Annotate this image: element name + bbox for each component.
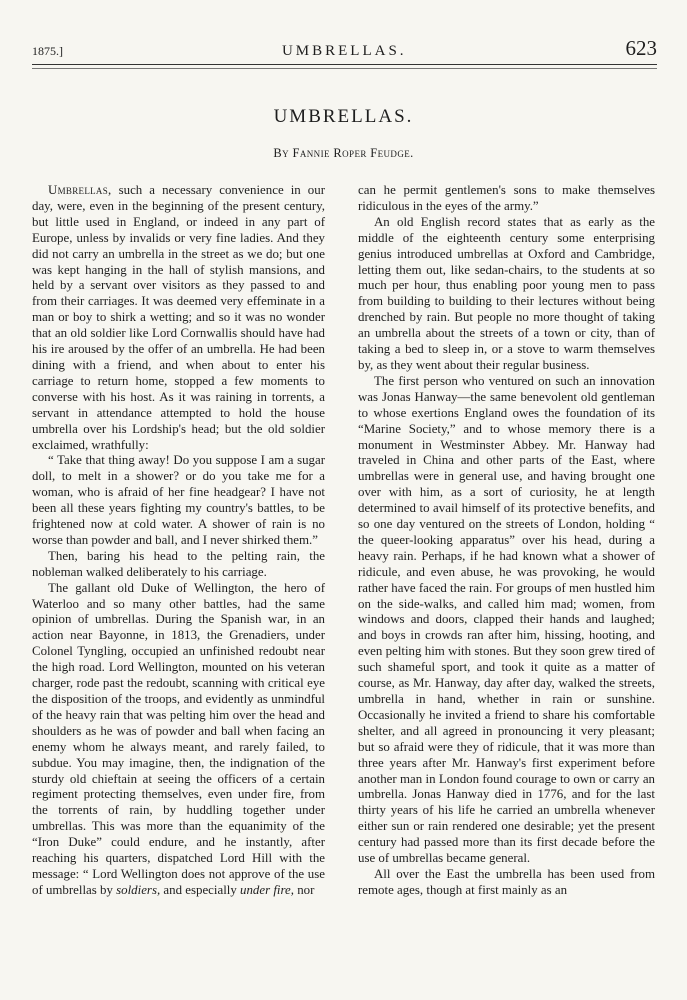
left-column	[32, 183, 325, 899]
paragraph	[32, 581, 325, 899]
page-number: 623	[625, 36, 657, 60]
paragraph: An old English record states that as early as the middle of the eighteenth century some enterprising genius introduced umbrellas at Oxford and Cambridge, letting them out, like sedan-chairs, to the students at so much per hour, thus enabling poor young men to pass from building to building to their lectures without being drenched by rain. But people no more thought of taking an umbrella about the streets of a town or city, than of taking a bed to sleep in, or a stove to warm themselves by, as they went about their regular business.	[358, 214, 655, 372]
emphasis-soldiers: soldiers,	[116, 882, 161, 897]
running-title: UMBRELLAS.	[281, 43, 407, 59]
paragraph	[32, 183, 325, 453]
article-title: UMBRELLAS.	[273, 106, 414, 127]
paragraph-text: The gallant old Duke of Wellington, the hero of Waterloo and so many other battles, had the same opinion of umbrellas. During the Spanish war, in an action near Bayonne, in 1813, the Grenadiers, under Colonel Tyngling, occupied an unfinished redoubt near the high road. Lord Wellington, mounted on his veteran charger, rode past the redoubt, scanning with critical eye the disposition of the troops, and evidently as unmindful of the heavy rain that was pelting him over the head and shoulders as he was of powder and ball when facing an enemy whom he always meant, and rarely failed, to subdue. You may imagine, then, the indignation of the sturdy old chieftain at seeing the officers of a certain regiment protecting themselves, even under fire, from the torrents of rain, by huddling together under umbrellas. This was more than the equanimity of the “Iron Duke” could endure, and he instantly, after reaching his quarters, dispatched Lord Hill with the message: “ Lord Wellington does not approve of the use of umbrellas by	[32, 580, 325, 897]
paragraph: All over the East the umbrella has been used from remote ages, though at first mainly as an	[358, 866, 655, 897]
header-rule-thin	[32, 68, 657, 69]
byline	[0, 146, 687, 161]
paragraph: “ Take that thing away! Do you suppose I am a sugar doll, to melt in a shower? or do you take me for a woman, who is afraid of her fine headgear? I have not been all these years fighting my country's battles, to be frightened now at cold water. A shower of rain is no worse than powder and ball, and I never shirked them.”	[32, 453, 325, 547]
emphasis-under-fire: under fire,	[240, 882, 294, 897]
issue-year: 1875.]	[32, 44, 63, 58]
lead-word: Umbrellas,	[48, 183, 112, 197]
paragraph: The first person who ventured on such an innovation was Jonas Hanway—the same benevolent old gentleman to whose exertions England owes the foundation of its “Marine Society,” and to whose memory there is a monument in Westminster Abbey. Mr. Hanway had traveled in China and other parts of the East, where umbrellas were in general use, and having brought one over with him, as a sort of curiosity, he at length determined to avail himself of its protective benefits, and so one day ventured on the streets of London, holding “ the queer-looking apparatus” over his head, during a heavy rain. Perhaps, if he had known what a shower of ridicule, and even abuse, he was provoking, he would rather have faced the rain. For groups of men hustled him on the side-walks, and called him mad; women, from windows and doors, clapped their hands and laughed; and boys in crowds ran after him, hissing, hooting, and even pelting him with stones. But they soon grew tired of such shameful sport, and took it quite as a matter of course, as Mr. Hanway, day after day, walked the streets, umbrella in hand, whether in rain or sunshine. Occasionally he invited a friend to share his comfortable shelter, and all agreed in pronouncing it very pleasant; but so afraid were they of ridicule, that it was more than three years after Mr. Hanway's first experiment before another man in London found courage to own or carry an umbrella. Jonas Hanway died in 1776, and for the last thirty years of his life he carried an umbrella whenever either sun or rain rendered one desirable; yet the present century had passed more than its first decade before the use of umbrellas became general.	[358, 373, 655, 866]
header-rule	[32, 64, 657, 65]
right-column	[358, 183, 655, 899]
paragraph-text: and especially	[160, 882, 241, 897]
paragraph: Then, baring his head to the pelting rain, the nobleman walked deliberately to his carriage.	[32, 548, 325, 579]
byline-by: By	[273, 146, 289, 160]
byline-author: Fannie Roper Feudge.	[292, 146, 414, 160]
paragraph-text: nor	[293, 882, 315, 897]
paragraph-text: such a necessary convenience in our day, were, even in the beginning of the present century, but little used in England, or indeed in any part of Europe, unless by invalids or very fine ladies. And they did not carry an umbrella in the street as we do; but one was kept hanging in the hall of stylish mansions, and held by a servant over visitors as they passed to and from their carriages. It was deemed very effeminate in a man or boy to shirk a wetting; and so it was no wonder that an old soldier like Lord Cornwallis should have had his ire aroused by the offer of an umbrella. He had been dining with a friend, and when about to enter his carriage to return home, stopped a few moments to converse with his host. As it was raining in torrents, a servant in attendance attempted to hold the house umbrella over his Lordship's head; but the old soldier exclaimed, wrathfully:	[32, 183, 325, 452]
running-header	[32, 36, 657, 62]
paragraph-continued: can he permit gentlemen's sons to make themselves ridiculous in the eyes of the army.”	[358, 183, 655, 213]
